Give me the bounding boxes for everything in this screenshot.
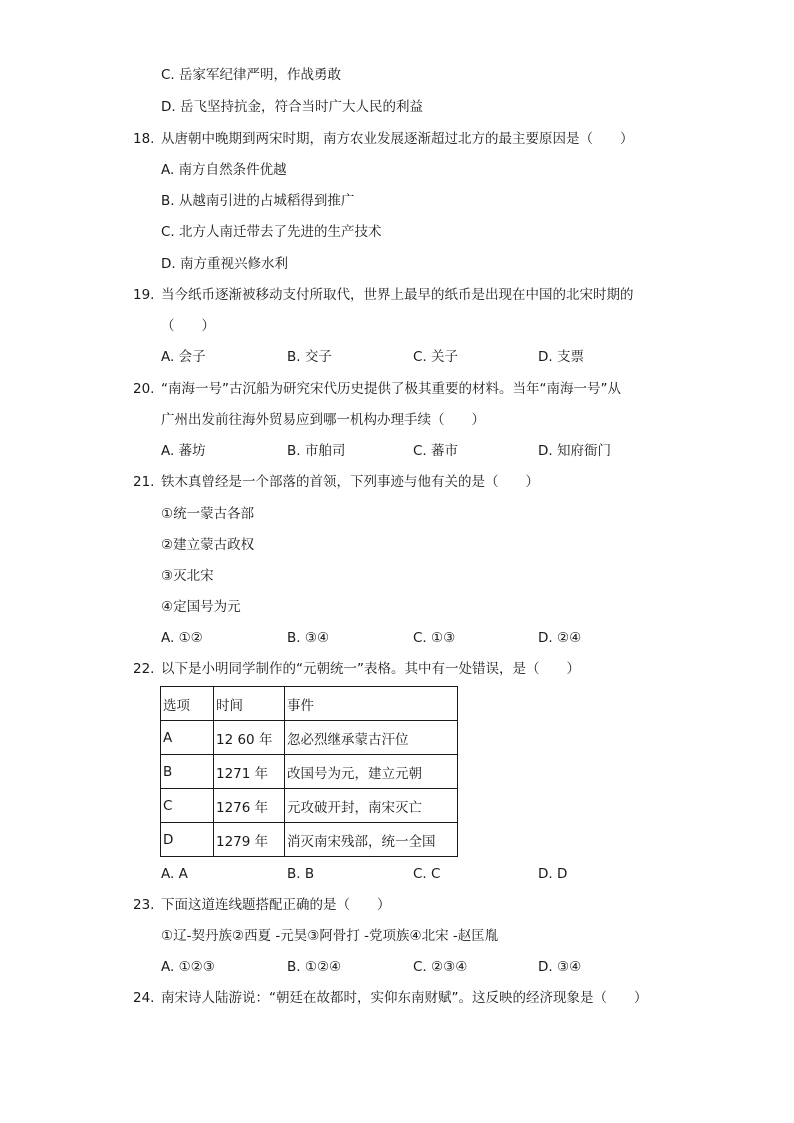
q23-items: ①辽-契丹族②西夏 -元昊③阿骨打 -党项族④北宋 -赵匡胤: [161, 928, 499, 944]
q19-option-c: C. 关子: [413, 349, 459, 365]
table-cell: B: [161, 755, 214, 789]
q18-number: 18.: [133, 131, 155, 147]
q21-item-4: ④定国号为元: [161, 599, 241, 615]
q19-option-a: A. 会子: [161, 349, 206, 365]
q24-stem: 南宋诗人陆游说：“朝廷在故都时，实仰东南财赋”。这反映的经济现象是（ ）: [161, 990, 648, 1006]
q20-option-d: D. 知府衙门: [538, 443, 611, 459]
q22-option-b: B. B: [287, 866, 315, 882]
q21-number: 21.: [133, 474, 155, 490]
table-header-cell: 事件: [285, 687, 458, 721]
q24-number: 24.: [133, 990, 155, 1006]
q19-stem-line2: （ ）: [161, 318, 215, 334]
q23-number: 23.: [133, 897, 155, 913]
table-cell: 1271 年: [214, 755, 285, 789]
q20-stem-line2: 广州出发前往海外贸易应到哪一机构办理手续（ ）: [161, 412, 485, 428]
q22-table: [160, 686, 458, 857]
table-cell: 改国号为元，建立元朝: [285, 755, 458, 789]
q22-option-c: C. C: [413, 866, 441, 882]
q22-option-d: D. D: [538, 866, 568, 882]
q20-option-c: C. 蕃市: [413, 443, 459, 459]
q21-option-b: B. ③④: [287, 630, 330, 646]
table-cell: 消灭南宋残部，统一全国: [285, 823, 458, 857]
table-cell: A: [161, 721, 214, 755]
q21-option-c: C. ①③: [413, 630, 456, 646]
q23-option-b: B. ①②④: [287, 959, 342, 975]
table-cell: C: [161, 789, 214, 823]
table-cell: D: [161, 823, 214, 857]
table-cell: 1276 年: [214, 789, 285, 823]
q21-item-1: ①统一蒙古各部: [161, 506, 255, 522]
table-row: [161, 823, 458, 857]
q23-option-a: A. ①②③: [161, 959, 215, 975]
table-row: [161, 721, 458, 755]
q18-option-c: C. 北方人南迁带去了先进的生产技术: [161, 224, 382, 240]
q21-stem: 铁木真曾经是一个部落的首领，下列事迹与他有关的是（ ）: [161, 474, 539, 490]
q20-number: 20.: [133, 381, 155, 397]
q23-option-c: C. ②③④: [413, 959, 468, 975]
q20-stem-line1: “南海一号”古沉船为研究宋代历史提供了极其重要的材料。当年“南海一号”从: [161, 381, 621, 397]
table-row: [161, 789, 458, 823]
table-cell: 12 60 年: [214, 721, 285, 755]
q22-stem: 以下是小明同学制作的“元朝统一”表格。其中有一处错误，是（ ）: [161, 661, 580, 677]
table-cell: 忽必烈继承蒙古汗位: [285, 721, 458, 755]
q18-option-b: B. 从越南引进的占城稻得到推广: [161, 193, 355, 209]
q18-option-a: A. 南方自然条件优越: [161, 162, 287, 178]
q19-number: 19.: [133, 287, 155, 303]
q23-option-d: D. ③④: [538, 959, 582, 975]
table-header-row: [161, 687, 458, 721]
q18-stem: 从唐朝中晚期到两宋时期，南方农业发展逐渐超过北方的最主要原因是（ ）: [161, 131, 634, 147]
table-row: [161, 755, 458, 789]
table-header-cell: 选项: [161, 687, 214, 721]
q21-option-d: D. ②④: [538, 630, 582, 646]
q19-stem-line1: 当今纸币逐渐被移动支付所取代，世界上最早的纸币是出现在中国的北宋时期的: [161, 287, 634, 303]
q21-option-a: A. ①②: [161, 630, 203, 646]
q17-option-c: C. 岳家军纪律严明，作战勇敢: [161, 67, 342, 83]
q20-option-b: B. 市舶司: [287, 443, 346, 459]
q22-option-a: A. A: [161, 866, 188, 882]
q23-stem: 下面这道连线题搭配正确的是（ ）: [161, 897, 391, 913]
q21-item-2: ②建立蒙古政权: [161, 537, 255, 553]
q20-option-a: A. 蕃坊: [161, 443, 206, 459]
table-cell: 1279 年: [214, 823, 285, 857]
q17-option-d: D. 岳飞坚持抗金，符合当时广大人民的利益: [161, 99, 423, 115]
q19-option-b: B. 交子: [287, 349, 332, 365]
q22-number: 22.: [133, 661, 155, 677]
q19-option-d: D. 支票: [538, 349, 584, 365]
table-cell: 元攻破开封，南宋灭亡: [285, 789, 458, 823]
q18-option-d: D. 南方重视兴修水利: [161, 256, 288, 272]
q21-item-3: ③灭北宋: [161, 568, 214, 584]
table-header-cell: 时间: [214, 687, 285, 721]
